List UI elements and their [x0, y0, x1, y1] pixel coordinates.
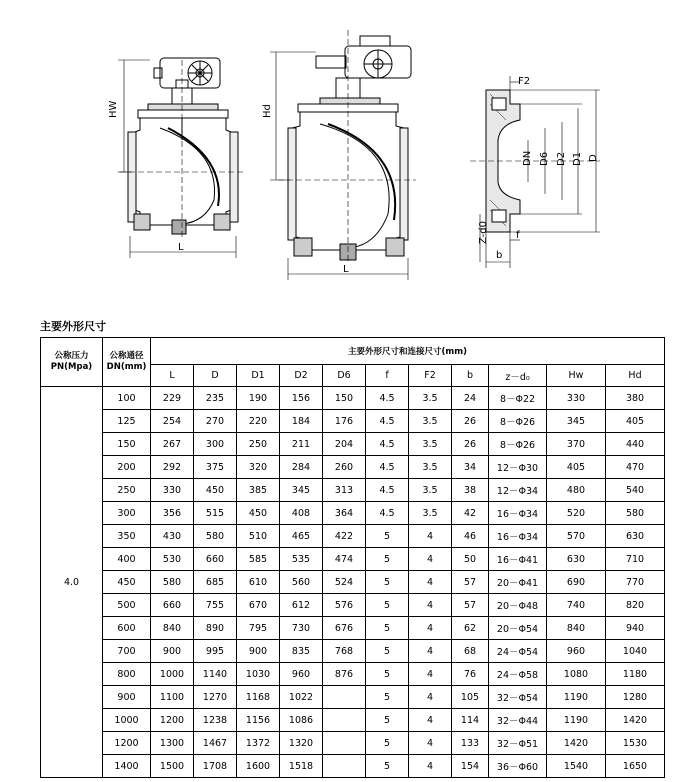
dimension-table	[40, 337, 665, 778]
table-cell: 1420	[606, 709, 665, 732]
column-header: Hd	[606, 365, 665, 387]
table-cell: 510	[237, 525, 280, 548]
dn-cell: 350	[103, 525, 151, 548]
table-cell: 524	[323, 571, 366, 594]
table-row	[41, 732, 665, 755]
table-cell: 3.5	[409, 502, 452, 525]
table-cell: 284	[280, 456, 323, 479]
fig3-label-b: b	[496, 250, 503, 261]
table-cell: 580	[606, 502, 665, 525]
table-row	[41, 663, 665, 686]
table-row	[41, 502, 665, 525]
table-cell: 5	[366, 709, 409, 732]
dn-cell: 250	[103, 479, 151, 502]
table-cell: 4.5	[366, 456, 409, 479]
table-cell: 105	[452, 686, 489, 709]
table-cell	[323, 709, 366, 732]
fig2-height-label: Hd	[262, 104, 273, 118]
table-cell: 1180	[606, 663, 665, 686]
table-cell: 450	[237, 502, 280, 525]
valve-drawings	[0, 0, 700, 300]
table-cell: 36－Φ60	[489, 755, 547, 778]
table-cell: 4	[409, 571, 452, 594]
fig3-label-d: D	[588, 154, 599, 162]
column-header: b	[452, 365, 489, 387]
table-cell: 4.5	[366, 410, 409, 433]
table-row	[41, 571, 665, 594]
table-cell: 3.5	[409, 479, 452, 502]
table-cell: 1156	[237, 709, 280, 732]
table-cell: 730	[280, 617, 323, 640]
table-cell: 1190	[547, 709, 606, 732]
table-cell: 690	[547, 571, 606, 594]
table-cell: 5	[366, 755, 409, 778]
column-header: F2	[409, 365, 452, 387]
table-cell: 610	[237, 571, 280, 594]
table-cell: 20－Φ41	[489, 571, 547, 594]
table-cell: 900	[237, 640, 280, 663]
table-cell: 4	[409, 617, 452, 640]
dn-cell: 450	[103, 571, 151, 594]
table-cell: 520	[547, 502, 606, 525]
table-row	[41, 686, 665, 709]
table-cell: 380	[606, 387, 665, 410]
table-cell: 768	[323, 640, 366, 663]
table-cell: 1372	[237, 732, 280, 755]
table-cell: 1467	[194, 732, 237, 755]
table-cell: 1300	[151, 732, 194, 755]
fig1-height-label: HW	[108, 100, 119, 118]
table-row	[41, 410, 665, 433]
table-cell: 840	[547, 617, 606, 640]
table-cell: 16－Φ34	[489, 525, 547, 548]
table-row	[41, 525, 665, 548]
table-cell: 1200	[151, 709, 194, 732]
table-cell: 32－Φ51	[489, 732, 547, 755]
table-cell: 560	[280, 571, 323, 594]
table-cell: 16－Φ34	[489, 502, 547, 525]
table-body	[41, 387, 665, 778]
table-cell: 3.5	[409, 433, 452, 456]
table-cell: 430	[151, 525, 194, 548]
table-cell: 250	[237, 433, 280, 456]
fig3-label-f: f	[516, 230, 520, 241]
column-header: Hw	[547, 365, 606, 387]
table-cell: 57	[452, 594, 489, 617]
table-cell: 300	[194, 433, 237, 456]
table-cell: 670	[237, 594, 280, 617]
table-cell: 32－Φ54	[489, 686, 547, 709]
dn-cell: 500	[103, 594, 151, 617]
table-cell: 5	[366, 617, 409, 640]
table-cell: 820	[606, 594, 665, 617]
table-cell: 474	[323, 548, 366, 571]
column-header: D2	[280, 365, 323, 387]
fig2-length-label: L	[343, 264, 349, 275]
table-cell: 4	[409, 732, 452, 755]
table-cell	[323, 755, 366, 778]
table-cell: 5	[366, 571, 409, 594]
table-cell: 68	[452, 640, 489, 663]
table-cell: 4	[409, 594, 452, 617]
fig1-length-label: L	[178, 242, 184, 253]
table-cell: 26	[452, 433, 489, 456]
table-cell: 16－Φ41	[489, 548, 547, 571]
fig3-label-z-d0: Z-d0	[478, 221, 489, 244]
table-cell: 840	[151, 617, 194, 640]
dn-cell: 300	[103, 502, 151, 525]
table-cell: 1270	[194, 686, 237, 709]
table-cell: 660	[194, 548, 237, 571]
column-header: z－d₀	[489, 365, 547, 387]
table-cell: 24	[452, 387, 489, 410]
table-cell: 4	[409, 525, 452, 548]
flange-section-drawing	[470, 76, 600, 268]
table-cell: 450	[194, 479, 237, 502]
table-cell: 1650	[606, 755, 665, 778]
table-cell: 62	[452, 617, 489, 640]
table-cell: 76	[452, 663, 489, 686]
fig3-label-f2: F2	[518, 76, 531, 87]
dn-cell: 125	[103, 410, 151, 433]
dn-cell: 700	[103, 640, 151, 663]
table-cell: 46	[452, 525, 489, 548]
table-cell: 8－Φ22	[489, 387, 547, 410]
table-cell: 24－Φ54	[489, 640, 547, 663]
table-cell: 34	[452, 456, 489, 479]
table-cell: 356	[151, 502, 194, 525]
table-cell: 408	[280, 502, 323, 525]
table-row	[41, 755, 665, 778]
table-cell: 8－Φ26	[489, 410, 547, 433]
table-cell: 1022	[280, 686, 323, 709]
table-cell: 184	[280, 410, 323, 433]
table-cell: 612	[280, 594, 323, 617]
table-cell: 530	[151, 548, 194, 571]
table-cell: 313	[323, 479, 366, 502]
table-cell: 4.5	[366, 433, 409, 456]
fig3-label-d2: D2	[556, 151, 567, 166]
table-cell: 254	[151, 410, 194, 433]
dn-cell: 1200	[103, 732, 151, 755]
table-cell: 38	[452, 479, 489, 502]
table-cell: 32－Φ44	[489, 709, 547, 732]
table-cell: 835	[280, 640, 323, 663]
table-cell: 676	[323, 617, 366, 640]
table-cell: 540	[606, 479, 665, 502]
table-cell: 4	[409, 686, 452, 709]
table-cell: 260	[323, 456, 366, 479]
table-cell: 1708	[194, 755, 237, 778]
fig3-label-d6: D6	[539, 151, 550, 166]
table-cell: 465	[280, 525, 323, 548]
column-header: D6	[323, 365, 366, 387]
table-row	[41, 456, 665, 479]
table-cell: 1168	[237, 686, 280, 709]
table-cell: 890	[194, 617, 237, 640]
table-cell	[323, 732, 366, 755]
table-cell: 4	[409, 709, 452, 732]
table-cell: 8－Φ26	[489, 433, 547, 456]
table-cell: 330	[151, 479, 194, 502]
table-cell: 370	[547, 433, 606, 456]
table-cell: 5	[366, 640, 409, 663]
table-cell: 795	[237, 617, 280, 640]
dn-cell: 600	[103, 617, 151, 640]
table-cell: 1086	[280, 709, 323, 732]
table-cell: 422	[323, 525, 366, 548]
table-cell: 1540	[547, 755, 606, 778]
table-row	[41, 548, 665, 571]
pressure-value-cell: 4.0	[41, 387, 103, 778]
table-cell: 1238	[194, 709, 237, 732]
table-cell: 630	[547, 548, 606, 571]
table-cell: 20－Φ48	[489, 594, 547, 617]
table-cell: 440	[606, 433, 665, 456]
pressure-header: 公称压力 PN(Mpa)	[41, 338, 103, 387]
table-cell: 133	[452, 732, 489, 755]
table-cell: 580	[151, 571, 194, 594]
table-cell: 535	[280, 548, 323, 571]
table-cell: 1140	[194, 663, 237, 686]
table-row	[41, 387, 665, 410]
table-cell: 1100	[151, 686, 194, 709]
table-cell: 4.5	[366, 479, 409, 502]
group-header: 主要外形尺寸和连接尺寸(mm)	[151, 338, 665, 365]
valve-drawing-hw	[118, 58, 246, 258]
table-cell: 1500	[151, 755, 194, 778]
table-row	[41, 594, 665, 617]
table-cell: 4	[409, 640, 452, 663]
table-cell: 755	[194, 594, 237, 617]
table-cell: 204	[323, 433, 366, 456]
dn-cell: 400	[103, 548, 151, 571]
dn-cell: 150	[103, 433, 151, 456]
table-cell: 405	[547, 456, 606, 479]
table-cell: 3.5	[409, 456, 452, 479]
table-cell: 580	[194, 525, 237, 548]
table-cell: 150	[323, 387, 366, 410]
table-cell: 385	[237, 479, 280, 502]
fig3-label-d1: D1	[572, 151, 583, 166]
table-cell: 5	[366, 548, 409, 571]
table-cell: 515	[194, 502, 237, 525]
table-cell: 50	[452, 548, 489, 571]
table-cell: 770	[606, 571, 665, 594]
table-cell: 12－Φ34	[489, 479, 547, 502]
table-cell: 3.5	[409, 410, 452, 433]
table-cell: 26	[452, 410, 489, 433]
table-cell: 320	[237, 456, 280, 479]
table-cell: 5	[366, 686, 409, 709]
dn-cell: 900	[103, 686, 151, 709]
table-cell: 405	[606, 410, 665, 433]
table-row	[41, 617, 665, 640]
table-cell: 267	[151, 433, 194, 456]
table-cell: 1040	[606, 640, 665, 663]
table-cell: 364	[323, 502, 366, 525]
table-cell: 5	[366, 525, 409, 548]
table-cell: 4	[409, 548, 452, 571]
table-cell: 960	[280, 663, 323, 686]
table-cell: 24－Φ58	[489, 663, 547, 686]
table-cell: 4.5	[366, 502, 409, 525]
table-cell: 1000	[151, 663, 194, 686]
table-cell: 345	[280, 479, 323, 502]
table-cell: 576	[323, 594, 366, 617]
table-cell: 1030	[237, 663, 280, 686]
table-cell: 114	[452, 709, 489, 732]
table-row	[41, 709, 665, 732]
table-cell: 1530	[606, 732, 665, 755]
table-cell: 345	[547, 410, 606, 433]
table-cell: 940	[606, 617, 665, 640]
table-cell: 190	[237, 387, 280, 410]
dn-cell: 1000	[103, 709, 151, 732]
table-cell: 156	[280, 387, 323, 410]
table-cell: 4	[409, 663, 452, 686]
table-cell: 470	[606, 456, 665, 479]
table-row	[41, 479, 665, 502]
table-cell: 12－Φ30	[489, 456, 547, 479]
column-header: L	[151, 365, 194, 387]
table-cell: 5	[366, 732, 409, 755]
table-cell: 211	[280, 433, 323, 456]
column-header: f	[366, 365, 409, 387]
dn-cell: 100	[103, 387, 151, 410]
table-cell: 1420	[547, 732, 606, 755]
table-row	[41, 433, 665, 456]
table-cell: 229	[151, 387, 194, 410]
table-cell: 3.5	[409, 387, 452, 410]
valve-drawing-hd	[270, 30, 416, 280]
table-cell: 685	[194, 571, 237, 594]
table-cell: 900	[151, 640, 194, 663]
table-cell: 660	[151, 594, 194, 617]
dn-header: 公称通径 DN(mm)	[103, 338, 151, 387]
table-cell: 1190	[547, 686, 606, 709]
table-cell: 176	[323, 410, 366, 433]
dn-cell: 800	[103, 663, 151, 686]
table-cell: 1080	[547, 663, 606, 686]
dn-cell: 1400	[103, 755, 151, 778]
dn-cell: 200	[103, 456, 151, 479]
table-cell: 480	[547, 479, 606, 502]
table-cell: 4	[409, 755, 452, 778]
table-cell: 1518	[280, 755, 323, 778]
table-cell: 235	[194, 387, 237, 410]
table-cell: 5	[366, 594, 409, 617]
table-cell: 330	[547, 387, 606, 410]
table-cell: 5	[366, 663, 409, 686]
table-cell: 4.5	[366, 387, 409, 410]
table-cell: 20－Φ54	[489, 617, 547, 640]
table-cell: 876	[323, 663, 366, 686]
table-cell: 710	[606, 548, 665, 571]
table-cell: 270	[194, 410, 237, 433]
table-cell: 630	[606, 525, 665, 548]
table-cell: 375	[194, 456, 237, 479]
fig3-label-dn: DN	[522, 150, 533, 166]
table-cell: 220	[237, 410, 280, 433]
table-cell: 57	[452, 571, 489, 594]
table-cell: 42	[452, 502, 489, 525]
table-cell: 740	[547, 594, 606, 617]
table-cell: 292	[151, 456, 194, 479]
table-header-row	[41, 338, 665, 365]
column-header: D	[194, 365, 237, 387]
table-cell: 570	[547, 525, 606, 548]
table-cell: 960	[547, 640, 606, 663]
table-cell: 1320	[280, 732, 323, 755]
table-cell: 585	[237, 548, 280, 571]
table-cell	[323, 686, 366, 709]
column-header: D1	[237, 365, 280, 387]
table-cell: 154	[452, 755, 489, 778]
section-title: 主要外形尺寸	[40, 320, 106, 333]
table-cell: 1280	[606, 686, 665, 709]
table-cell: 995	[194, 640, 237, 663]
table-cell: 1600	[237, 755, 280, 778]
table-row	[41, 640, 665, 663]
